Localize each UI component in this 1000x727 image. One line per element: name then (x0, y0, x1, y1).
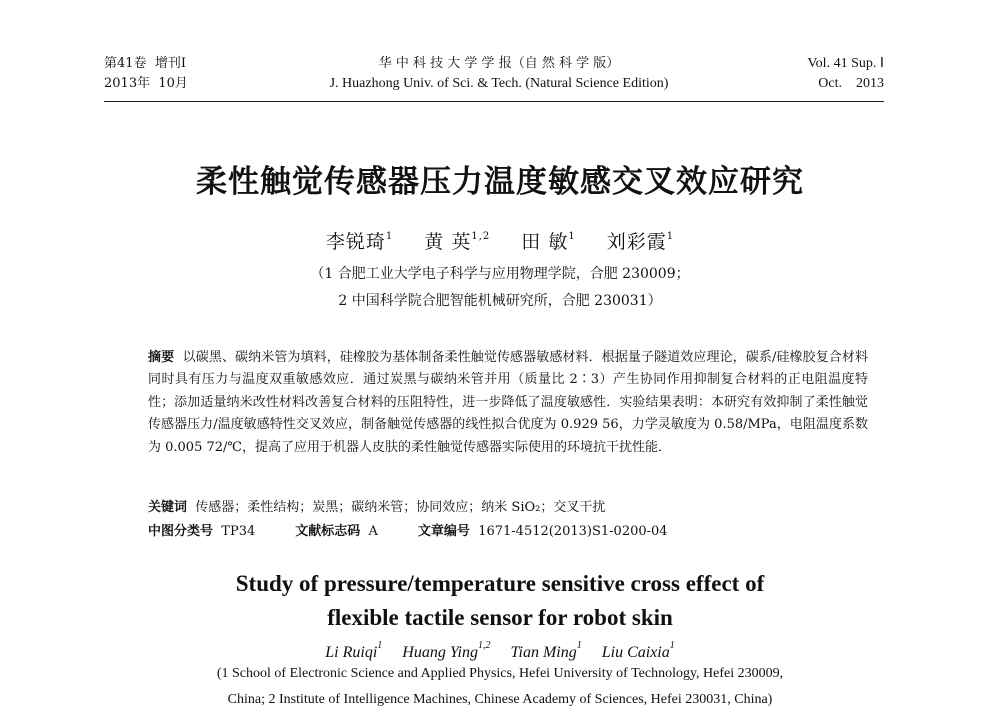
header-right (807, 54, 884, 94)
journal-name-en: J. Huazhong Univ. of Sci. & Tech. (Natural Science Edition) (329, 76, 669, 91)
author-name: 黄 英 (424, 231, 472, 253)
article-no-label: 文章编号 (417, 524, 470, 539)
date-en: Oct. 2013 (818, 76, 884, 91)
abstract-text: 以碳黑、碳纳米管为填料，硅橡胶为基体制备柔性触觉传感器敏感材料．根据量子隧道效应理论，碳系/硅橡胶复合材料同时具有压力与温度双重敏感效应．通过炭黑与碳纳米管并用（质量比 2∶3）产生协同作用抑制复合材料的正电阻温度特性；添加适量纳米改性材料改善复合材料的压阻特性，进一步降低了温度敏感性．实验结果表明：本研究有效抑制了柔性触觉传感器压力/温度敏感特性交叉效应，制备触觉传感器的线性拟合优度为 0.929 56，力学灵敏度为 0.58/MPa，电阻温度系数为 0.005 72/℃，提高了应用于机器人皮肤的柔性触觉传感器实际使用的环境抗干扰性能． (148, 350, 869, 455)
author-cn (521, 231, 575, 253)
clc-label: 中图分类号 (148, 524, 214, 539)
abstract (148, 347, 868, 459)
volume-issue-cn (104, 54, 188, 74)
author-sup: 1 (576, 640, 582, 651)
author-name: Huang Ying (402, 644, 478, 661)
author-sup: 1,2 (477, 640, 491, 651)
author-list-en (0, 640, 1000, 662)
month-cn: 10月 (158, 76, 188, 91)
header-center (294, 54, 704, 94)
author-list-cn (0, 227, 1000, 254)
author-name: Liu Caixia (601, 644, 670, 661)
year-cn: 2013年 (104, 76, 151, 91)
affiliation-en-1: (1 School of Electronic Science and Applied Physics, Hefei University of Technology, Hefei 230009, (216, 666, 784, 681)
author-en (402, 640, 491, 661)
running-header (104, 54, 884, 102)
author-cn (326, 231, 393, 253)
doc-code-value: A (368, 524, 378, 539)
header-left (104, 54, 188, 94)
author-name: 田 敏 (521, 231, 569, 253)
author-sup: 1 (666, 231, 675, 242)
volume-en: Vol. 41 Sup. Ⅰ (807, 56, 884, 71)
author-name: 李锐琦 (325, 231, 386, 253)
clc-value: TP34 (221, 524, 256, 539)
doc-code-label: 文献标志码 (295, 524, 361, 539)
author-en (601, 640, 675, 661)
author-sup: 1,2 (471, 231, 491, 242)
author-sup: 1 (669, 640, 675, 651)
author-sup: 1 (377, 640, 383, 651)
author-cn (424, 231, 490, 253)
author-cn (607, 231, 674, 253)
affiliation-cn-1: （1 合肥工业大学电子科学与应用物理学院，合肥 230009； (310, 266, 690, 282)
author-name: Li Ruiqi (325, 644, 378, 661)
journal-name-cn: 华 中 科 技 大 学 学 报（自 然 科 学 版） (378, 56, 620, 71)
author-name: Tian Ming (510, 644, 577, 661)
paper-title-cn: 柔性触觉传感器压力温度敏感交叉效应研究 (196, 164, 804, 200)
keywords-label: 关键词 (148, 500, 188, 515)
affiliation-en-2: China; 2 Institute of Intelligence Machines, Chinese Academy of Sciences, Hefei 230031, China) (227, 692, 773, 707)
affiliation-cn-2: 2 中国科学院合肥智能机械研究所，合肥 230031） (338, 293, 662, 309)
header-rule (104, 101, 884, 102)
author-sup: 1 (568, 231, 576, 242)
keywords (148, 498, 605, 518)
keywords-text: 传感器；柔性结构；炭黑；碳纳米管；协同效应；纳米 SiO₂；交叉干扰 (195, 500, 606, 515)
abstract-label: 摘要 (148, 350, 175, 365)
author-en (510, 640, 582, 661)
paper-title-en-line-1: Study of pressure/temperature sensitive cross effect of (235, 571, 765, 596)
volume-cn: 第41卷 (104, 56, 147, 71)
year-month-cn (104, 74, 188, 94)
author-name: 刘彩霞 (606, 231, 667, 253)
article-no-value: 1671-4512(2013)S1-0200-04 (478, 524, 668, 539)
issue-cn: 增刊Ⅰ (154, 56, 186, 71)
author-en (325, 640, 383, 661)
classification-line (148, 522, 668, 542)
author-sup: 1 (385, 231, 394, 242)
paper-title-en-line-2: flexible tactile sensor for robot skin (327, 605, 673, 630)
